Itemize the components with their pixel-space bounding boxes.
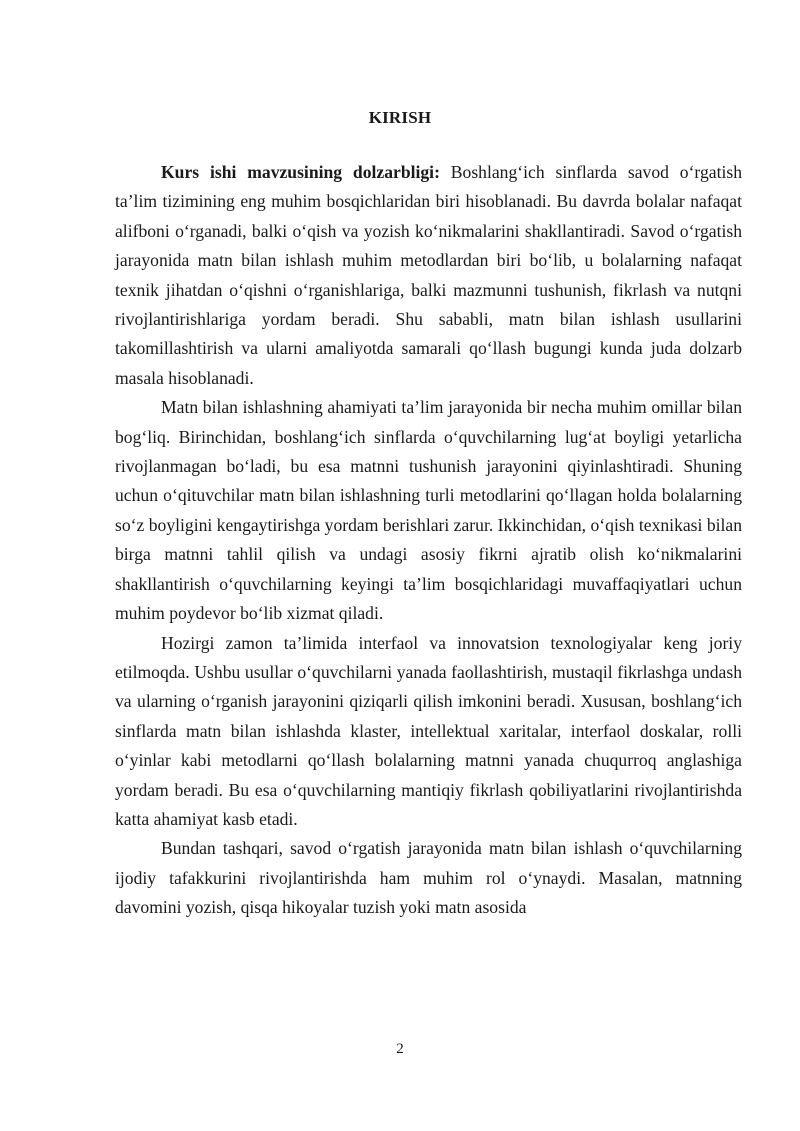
paragraph-importance: Matn bilan ishlashning ahamiyati ta’lim jarayonida bir necha muhim omillar bilan bog‘liq. Birinchidan, boshlang‘ich sinflarda o‘quvchilarning lug‘at boyligi yetarlicha rivojlanmagan bo‘ladi, bu esa matnni tushunish jarayonini qiyinlashtiradi. Shuning uchun o‘qituvchilar matn bilan ishlashning turli metodlarini qo‘llagan holda bolalarning so‘z boyligini kengaytirishga yordam berishlari zarur. Ikkinchidan, o‘qish texnikasi bilan birga matnni tahlil qilish va undagi asosiy fikrni ajratib olish ko‘nikmalarini shakllantirish o‘quvchilarning keyingi ta’lim bosqichlaridagi muvaffaqiyatlari uchun muhim poydevor bo‘lib xizmat qiladi. (115, 397, 742, 624)
paragraph-creativity: Bundan tashqari, savod o‘rgatish jarayonida matn bilan ishlash o‘quvchilarning ijodiy tafakkurini rivojlantirishda ham muhim rol o‘ynaydi. Masalan, matnning davomini yozish, qisqa hikoyalar tuzish yoki matn asosida (115, 838, 742, 918)
page-number: 2 (396, 1041, 404, 1057)
paragraph-text: Boshlang‘ich sinflarda savod o‘rgatish ta’lim tizimining eng muhim bosqichlaridan biri hisoblanadi. Bu davrda bolalar nafaqat alifboni o‘rganadi, balki o‘qish va yozish ko‘nikmalarini shakllantiradi. Savod o‘rgatish jarayonida matn bilan ishlash muhim metodlardan biri bo‘lib, u bolalarning nafaqat texnik jihatdan o‘qishni o‘rganishlariga, balki mazmunni tushunish, fikrlash va nutqni rivojlantirishlariga yordam beradi. Shu sababli, matn bilan ishlash usullarini takomillashtirish va ularni amaliyotda samarali qo‘llash bugungi kunda juda dolzarb masala hisoblanadi. (115, 162, 743, 388)
paragraph-technologies: Hozirgi zamon ta’limida interfaol va innovatsion texnologiyalar keng joriy etilmoqda. Ushbu usullar o‘quvchilarni yanada faollashtirish, mustaqil fikrlashga undash va ularning o‘rganish jarayonini qiziqarli qilish imkonini beradi. Xususan, boshlang‘ich sinflarda matn bilan ishlashda klaster, intellektual xaritalar, interfaol doskalar, rolli o‘yinlar kabi metodlarni qo‘llash bolalarning matnni yanada chuqurroq anglashiga yordam beradi. Bu esa o‘quvchilarning mantiqiy fikrlash qobiliyatlarini rivojlantirishda katta ahamiyat kasb etadi. (115, 632, 742, 829)
paragraph-relevance (115, 158, 742, 393)
body-text (115, 158, 742, 923)
paragraph-lead: Kurs ishi mavzusining dolzarbligi: (161, 162, 440, 182)
section-heading: KIRISH (368, 108, 432, 127)
